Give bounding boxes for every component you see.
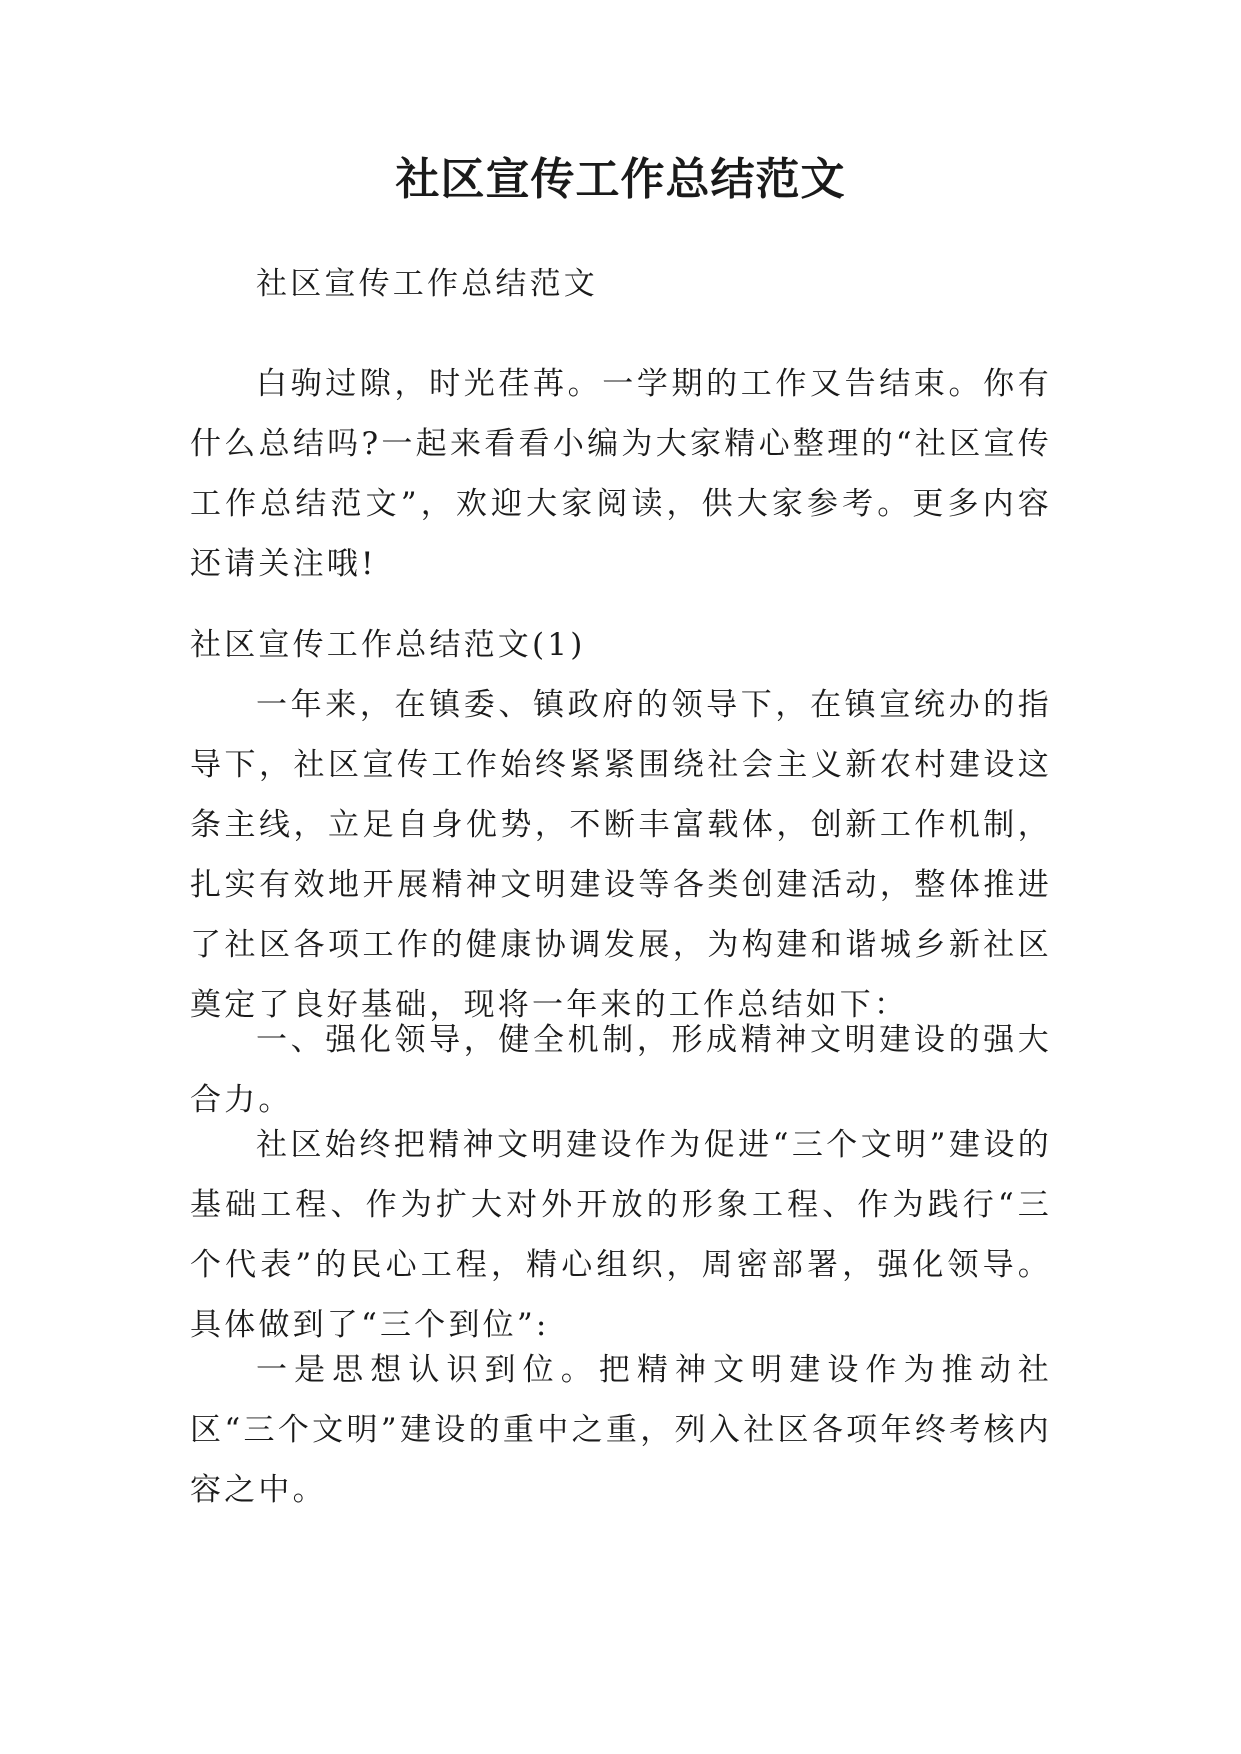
section-heading-1: 一、强化领导，健全机制，形成精神文明建设的强大合力。 [190,1022,1052,1118]
intro-paragraph: 白驹过隙，时光荏苒。一学期的工作又告结束。你有什么总结吗?一起来看看小编为大家精心整理的“社区宣传工作总结范文”，欢迎大家阅读，供大家参考。更多内容还请关注哦! [190,366,1052,582]
section-heading: 社区宣传工作总结范文(1) [190,627,586,663]
body-paragraph-3: 一是思想认识到位。把精神文明建设作为推动社区“三个文明”建设的重中之重，列入社区各项年终考核内容之中。 [190,1352,1052,1508]
document-title: 社区宣传工作总结范文 [395,154,846,205]
document-subtitle: 社区宣传工作总结范文 [256,266,598,302]
body-paragraph-1: 一年来，在镇委、镇政府的领导下，在镇宣统办的指导下，社区宣传工作始终紧紧围绕社会主义新农村建设这条主线，立足自身优势，不断丰富载体，创新工作机制，扎实有效地开展精神文明建设等各类创建活动，整体推进了社区各项工作的健康协调发展，为构建和谐城乡新社区奠定了良好基础，现将一年来的工作总结如下： [190,687,1052,1023]
body-paragraph-2: 社区始终把精神文明建设作为促进“三个文明”建设的基础工程、作为扩大对外开放的形象工程、作为践行“三个代表”的民心工程，精心组织，周密部署，强化领导。具体做到了“三个到位”: [190,1127,1052,1343]
